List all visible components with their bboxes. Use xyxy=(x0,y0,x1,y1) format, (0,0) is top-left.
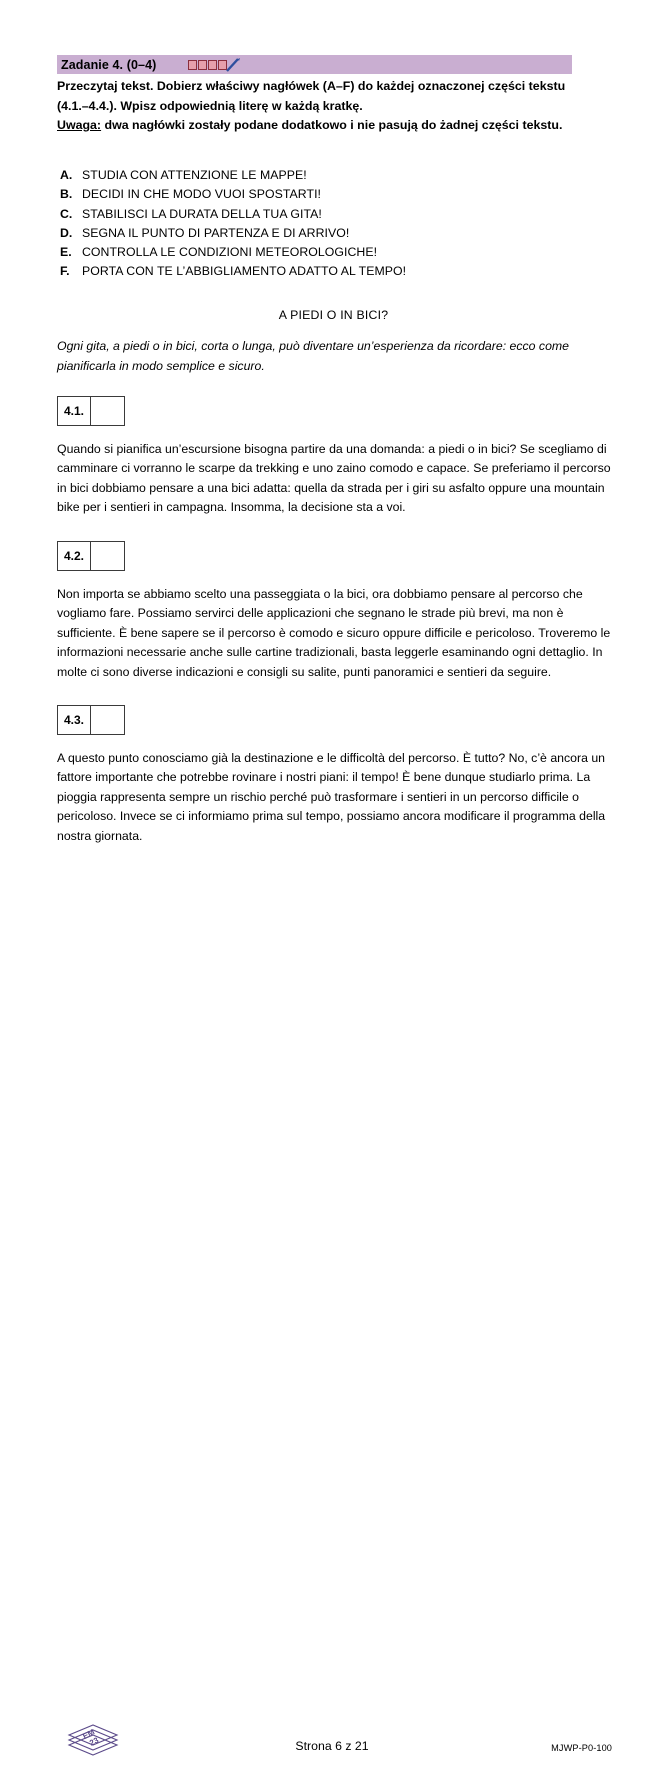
option-letter: E. xyxy=(60,245,72,260)
page-number: Strona 6 z 21 xyxy=(295,1739,369,1753)
option-item-d[interactable] xyxy=(60,224,560,243)
section-paragraph: A questo punto conosciamo già la destinazione e le difficoltà del percorso. È tutto? No, c’è ancora un fattore importante che potrebbe rovinare i nostri piani: il tempo! È bene dunque studiarlo prima. La pioggia rappresenta sempre un rischio perché può trasformare i sentieri in un percorso difficile o pericoloso. Invece se ci informiamo prima sul tempo, possiamo ancora modificare il programma della nostra giornata. xyxy=(57,751,606,843)
task-instructions xyxy=(57,77,613,136)
score-box[interactable] xyxy=(208,60,217,70)
reading-text-lead: Ogni gita, a piedi o in bici, corta o lunga, può diventare un’esperienza da ricordare: ecco come pianificarla in modo semplice e sicuro. xyxy=(57,339,569,373)
answer-box-4-1[interactable] xyxy=(57,396,125,426)
answer-box-4-3[interactable] xyxy=(57,705,125,735)
option-letter: A. xyxy=(60,168,73,182)
option-text: STABILISCI LA DURATA DELLA TUA GITA! xyxy=(82,206,322,221)
section-4-1 xyxy=(57,396,613,518)
option-item-f[interactable] xyxy=(60,262,560,281)
option-letter: F. xyxy=(60,264,70,279)
note-text: dwa nagłówki zostały podane dodatkowo i nie pasują do żadnej części tekstu. xyxy=(101,118,563,132)
option-text: SEGNA IL PUNTO DI PARTENZA E DI ARRIVO! xyxy=(82,225,350,240)
answer-input[interactable] xyxy=(91,396,125,426)
pen-icon xyxy=(225,57,241,73)
svg-text:23: 23 xyxy=(88,1735,101,1748)
section-4-2 xyxy=(57,541,613,682)
option-text: DECIDI IN CHE MODO VUOI SPOSTARTI! xyxy=(82,187,322,202)
answer-label: 4.1. xyxy=(57,396,91,426)
score-box[interactable] xyxy=(198,60,207,70)
option-letter: C. xyxy=(60,206,73,221)
section-paragraph: Non importa se abbiamo scelto una passeggiata o la bici, ora dobbiamo pensare al percorso che vogliamo fare. Possiamo servirci delle applicazioni che segnano le strade più brevi, ma non è sufficiente. È bene sapere se il percorso è comodo e sicuro oppure difficile e pericoloso. Troveremo le informazioni necessarie anche sulle cartine tradizionali, basta leggerle esaminando ogni dettaglio. In molte ci sono diverse indicazioni e consigli su salite, punti panoramici e sentieri da seguire. xyxy=(57,587,611,679)
section-paragraph: Quando si pianifica un’escursione bisogna partire da una domanda: a piedi o in bici? Se scegliamo di camminare ci vorranno le scarpe da trekking e uno zaino comodo e capace. Se preferiamo il percorso in bici dobbiamo pensare a una bici adatta: quella da strada per i giri su asfalto oppure una mountain bike per i sentieri in campagna. Insomma, la decisione sta a voi. xyxy=(57,442,611,515)
reading-text-title: A PIEDI O IN BICI? xyxy=(278,308,389,322)
page-footer xyxy=(0,860,664,1753)
option-text: STUDIA CON ATTENZIONE LE MAPPE! xyxy=(82,168,307,182)
section-4-3 xyxy=(57,705,613,846)
answer-input[interactable] xyxy=(91,705,125,735)
option-text: PORTA CON TE L’ABBIGLIAMENTO ADATTO AL TEMPO! xyxy=(82,264,407,279)
option-item-e[interactable] xyxy=(60,243,560,262)
answer-input[interactable] xyxy=(91,541,125,571)
option-item-a[interactable] xyxy=(60,166,560,185)
answer-box-4-2[interactable] xyxy=(57,541,125,571)
option-letter: D. xyxy=(60,225,73,240)
task-header-band xyxy=(57,55,572,74)
heading-options-list xyxy=(60,166,560,282)
instruction-line-2: (4.1.–4.4.). Wpisz odpowiednią literę w każdą kratkę. xyxy=(57,98,363,113)
score-boxes-group xyxy=(188,57,241,73)
sheet-code: MJWP-P0-100 xyxy=(551,1743,612,1753)
instruction-line-1: Przeczytaj tekst. Dobierz właściwy nagłówek (A–F) do każdej oznaczonej części tekstu xyxy=(57,79,566,93)
task-title: Zadanie 4. (0–4) xyxy=(61,57,157,72)
option-letter: B. xyxy=(60,187,73,202)
answer-label: 4.3. xyxy=(57,705,91,735)
note-label: Uwaga: xyxy=(57,118,102,132)
score-box[interactable] xyxy=(188,60,197,70)
answer-label: 4.2. xyxy=(57,541,91,571)
instruction-note xyxy=(57,116,613,136)
option-item-c[interactable] xyxy=(60,205,560,224)
option-text: CONTROLLA LE CONDIZIONI METEOROLOGICHE! xyxy=(82,245,378,260)
option-item-b[interactable] xyxy=(60,185,560,204)
svg-text:EM: EM xyxy=(81,1727,97,1741)
